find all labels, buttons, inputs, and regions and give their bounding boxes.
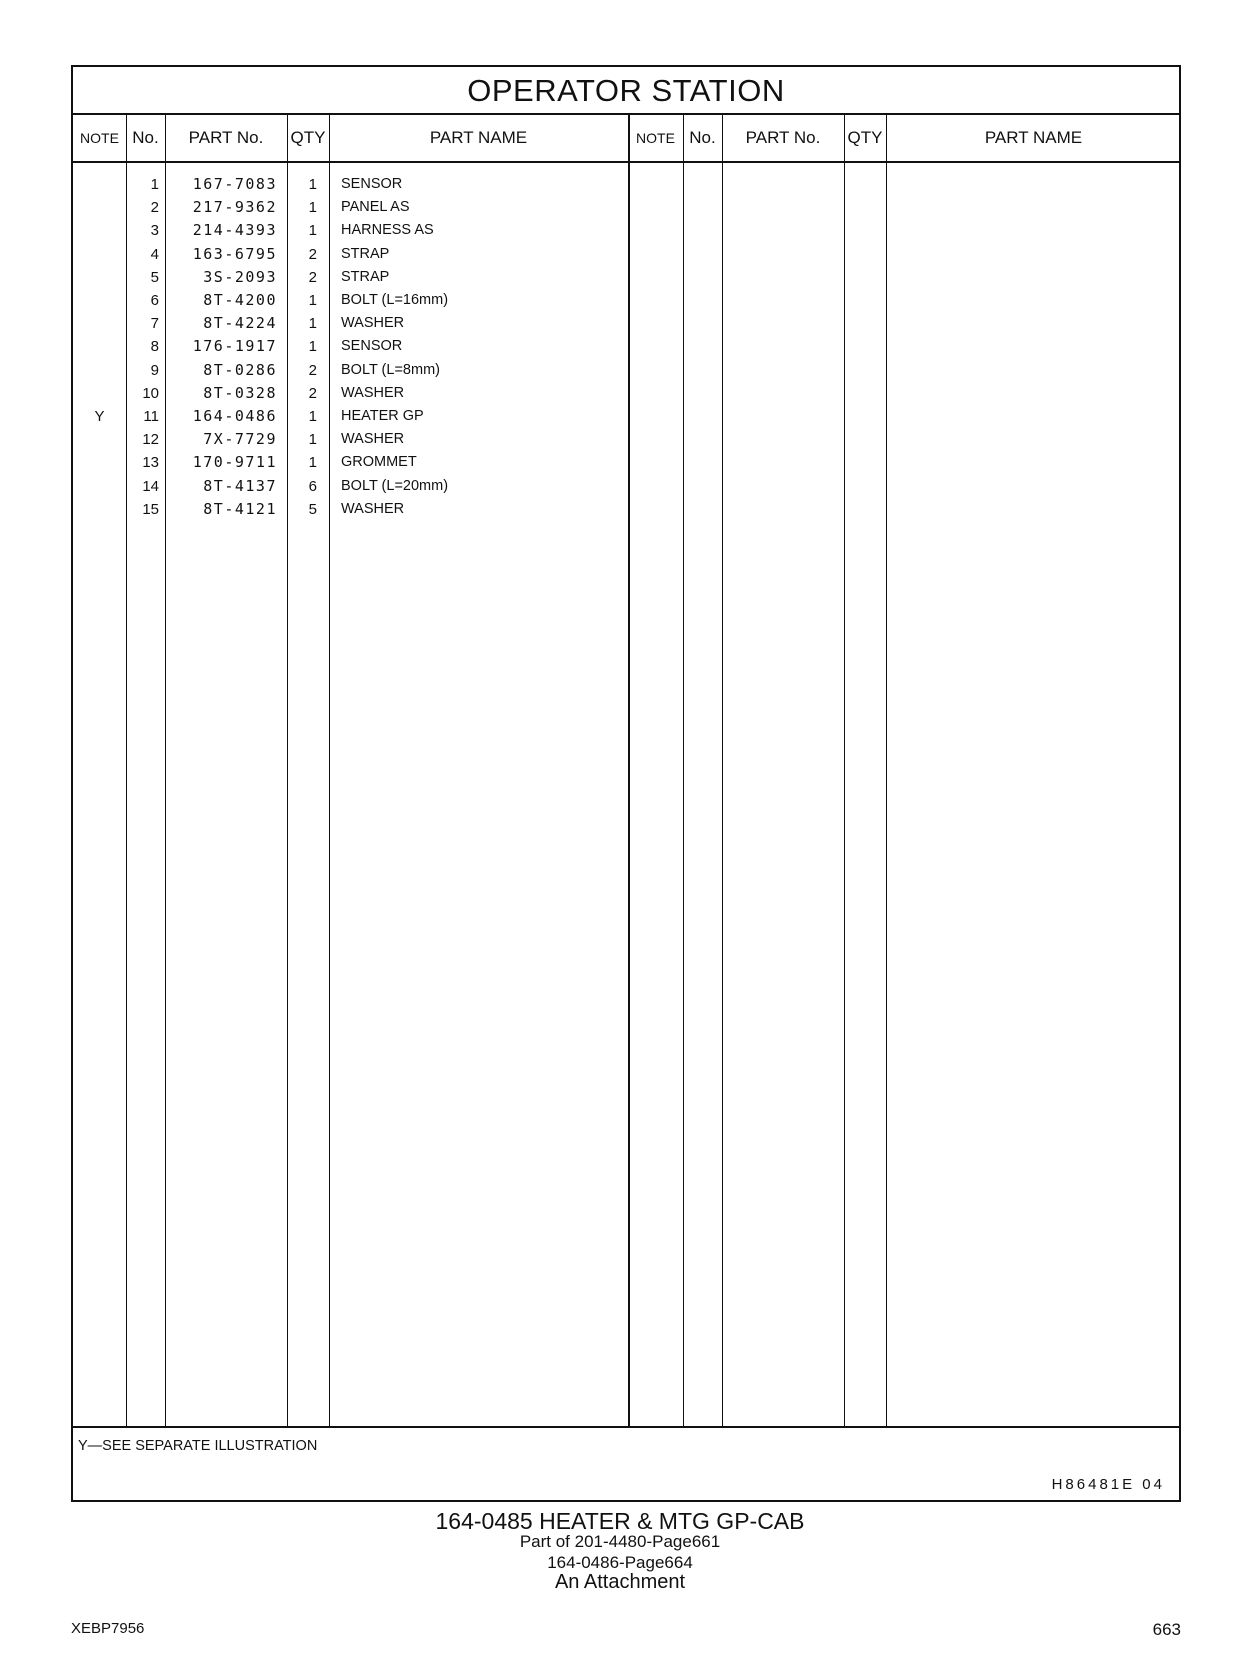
document-code: XEBP7956: [71, 1620, 145, 1637]
caption-attachment: An Attachment: [554, 1571, 686, 1593]
row-quantity: 1: [308, 315, 317, 333]
row-note: [73, 243, 126, 266]
row-number: 13: [142, 454, 159, 472]
row-quantity: 2: [308, 384, 317, 402]
row-part-name: BOLT (L=8mm): [341, 361, 440, 378]
row-part-number: 8T-4200: [203, 291, 277, 309]
row-quantity: 1: [308, 408, 317, 425]
footnote: Y—SEE SEPARATE ILLUSTRATION: [78, 1438, 318, 1454]
row-quantity: 1: [308, 222, 317, 240]
row-part-number: 217-9362: [192, 198, 277, 217]
row-part-name: PANEL AS: [341, 199, 410, 216]
row-part-name: SENSOR: [341, 338, 403, 355]
row-note: [73, 382, 126, 405]
caption-title: 164-0485 HEATER & MTG GP-CAB: [435, 1508, 805, 1534]
header-no: No.: [132, 128, 159, 147]
row-note: [73, 498, 126, 521]
row-part-name: WASHER: [341, 384, 405, 401]
row-note: [73, 359, 126, 382]
row-part-number: 8T-0328: [203, 383, 277, 402]
header-note-right: NOTE: [636, 130, 675, 146]
row-number: 8: [150, 338, 159, 356]
row-quantity: 1: [308, 176, 317, 193]
table-header: [73, 115, 1179, 163]
drawing-code: H86481E 04: [1051, 1476, 1165, 1493]
table-body: [73, 163, 1179, 1426]
row-part-number: 176-1917: [192, 337, 277, 356]
row-part-number: 7X-7729: [203, 430, 277, 449]
caption-reference: 164-0486-Page664: [547, 1553, 693, 1572]
row-part-name: WASHER: [341, 431, 405, 448]
table-title: OPERATOR STATION: [73, 67, 1179, 115]
row-part-number: 8T-4121: [203, 499, 277, 518]
row-number: 15: [142, 500, 159, 518]
row-part-name: STRAP: [341, 245, 390, 262]
row-quantity: 2: [308, 268, 317, 286]
row-note: [73, 335, 126, 358]
row-part-name: WASHER: [341, 500, 405, 517]
row-quantity: 2: [308, 361, 317, 379]
row-quantity: 1: [308, 454, 317, 472]
row-number: 2: [150, 199, 159, 217]
parts-table: [71, 65, 1181, 1502]
row-note: [73, 451, 126, 474]
row-part-number: 163-6795: [192, 244, 277, 263]
row-part-name: WASHER: [341, 315, 405, 332]
row-quantity: 1: [308, 431, 317, 449]
row-number: 6: [150, 292, 159, 309]
row-note: [73, 475, 126, 498]
row-note: [73, 219, 126, 242]
row-number: 9: [150, 361, 159, 379]
row-part-name: GROMMET: [341, 454, 417, 471]
caption-part-of: Part of 201-4480-Page661: [519, 1532, 721, 1551]
row-note: Y: [94, 408, 105, 425]
row-number: 4: [150, 245, 159, 263]
row-part-name: HEATER GP: [341, 408, 424, 424]
row-quantity: 2: [308, 245, 317, 263]
row-number: 3: [150, 222, 159, 240]
page-number: 663: [1152, 1620, 1181, 1639]
row-part-name: STRAP: [341, 268, 390, 285]
header-qty: QTY: [290, 128, 326, 147]
row-part-number: 214-4393: [192, 221, 277, 240]
row-number: 14: [142, 477, 159, 495]
header-part-name-right: PART NAME: [984, 128, 1083, 147]
row-note: [73, 173, 126, 196]
header-part-name: PART NAME: [429, 128, 528, 147]
row-note: [73, 428, 126, 451]
row-note: [73, 289, 126, 312]
row-number: 12: [142, 431, 159, 449]
row-part-number: 8T-4224: [203, 314, 277, 333]
header-qty-right: QTY: [847, 128, 883, 147]
row-number: 1: [150, 176, 159, 193]
row-part-number: 8T-4137: [203, 476, 277, 495]
header-no-right: No.: [689, 128, 716, 147]
row-note: [73, 312, 126, 335]
row-number: 11: [143, 408, 159, 425]
row-part-number: 170-9711: [192, 453, 277, 472]
row-quantity: 5: [308, 500, 317, 518]
row-quantity: 6: [308, 477, 317, 495]
header-note: NOTE: [80, 130, 119, 146]
row-number: 5: [150, 268, 159, 286]
row-part-name: SENSOR: [341, 176, 403, 192]
row-number: 7: [150, 315, 159, 333]
header-part-no: PART No.: [188, 128, 264, 147]
row-quantity: 1: [308, 199, 317, 217]
table-footer: [73, 1426, 1179, 1502]
row-part-name: BOLT (L=20mm): [341, 477, 449, 494]
row-number: 10: [142, 384, 159, 402]
row-part-number: 167-7083: [192, 175, 277, 193]
row-part-number: 164-0486: [192, 407, 277, 425]
row-note: [73, 266, 126, 289]
row-part-name: BOLT (L=16mm): [341, 292, 449, 308]
row-quantity: 1: [308, 338, 317, 356]
row-quantity: 1: [308, 292, 317, 309]
row-part-number: 8T-0286: [203, 360, 277, 379]
row-part-number: 3S-2093: [203, 267, 277, 286]
row-part-name: HARNESS AS: [341, 222, 434, 239]
header-part-no-right: PART No.: [745, 128, 821, 147]
row-note: [73, 196, 126, 219]
